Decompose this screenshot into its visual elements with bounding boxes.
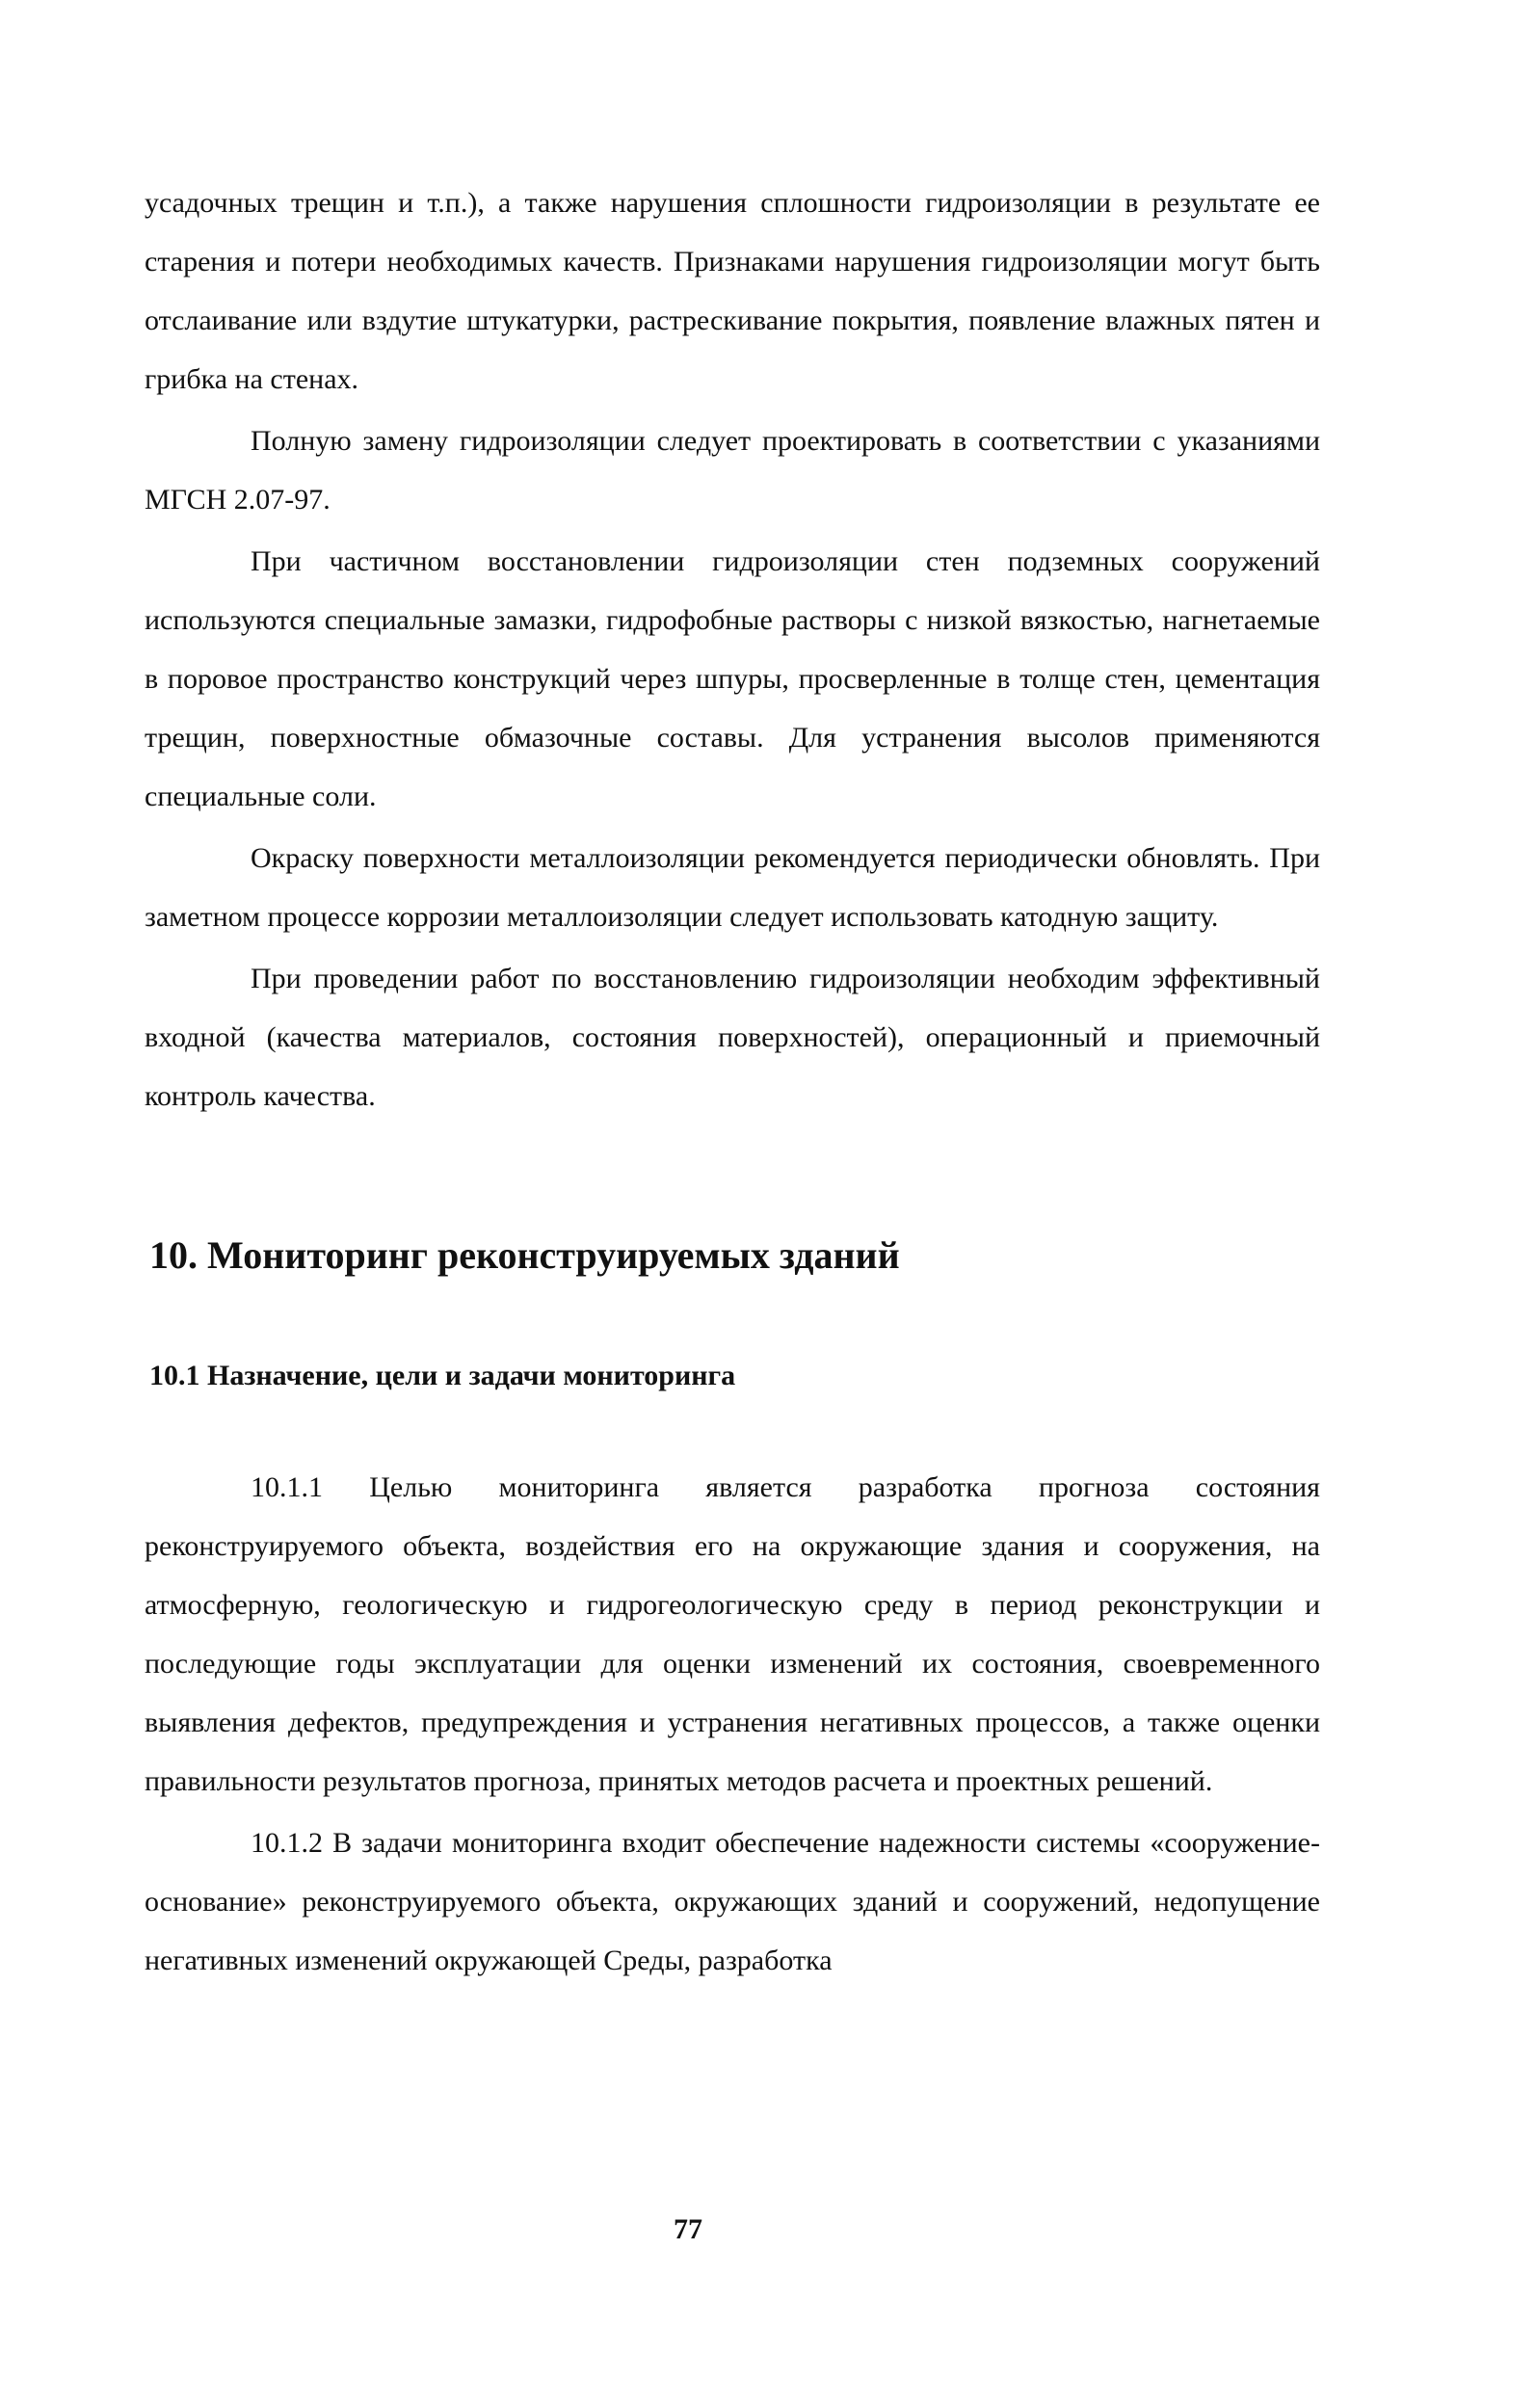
paragraph-quality-control: При проведении работ по восстановлению гидроизоляции необходим эффективный входной (качества материалов, состояния поверхностей), операционный и приемочный контроль качества. xyxy=(145,963,1320,1112)
paragraph-10-1-2: 10.1.2 В задачи мониторинга входит обеспечение надежности системы «сооружение-основание» реконструируемого объекта, окружающих зданий и сооружений, недопущение негативных изменений окружающей Среды, разработка xyxy=(145,1827,1320,1976)
section-heading: 10. Мониторинг реконструируемых зданий xyxy=(149,1233,900,1277)
paragraph-full-replacement: Полную замену гидроизоляции следует проектировать в соответствии с указаниями МГСН 2.07-97. xyxy=(145,425,1320,516)
subsection-heading: 10.1 Назначение, цели и задачи мониторинга xyxy=(149,1360,736,1391)
page-number: 77 xyxy=(674,2213,702,2245)
paragraph-partial-restoration: При частичном восстановлении гидроизоляции стен подземных сооружений используются специальные замазки, гидрофобные растворы с низкой вязкостью, нагнетаемые в поровое пространство конструкций через шпуры, просверленные в толще стен, цементация трещин, поверхностные обмазочные составы. Для устранения высолов применяются специальные соли. xyxy=(145,545,1320,812)
paragraph-metal-insulation: Окраску поверхности металлоизоляции рекомендуется периодически обновлять. При заметном процессе коррозии металлоизоляции следует использовать катодную защиту. xyxy=(145,842,1320,933)
document-page xyxy=(145,173,1320,1990)
paragraph-10-1-1: 10.1.1 Целью мониторинга является разработка прогноза состояния реконструируемого объекта, воздействия его на окружающие здания и сооружения, на атмосферную, геологическую и гидрогеологическую среду в период реконструкции и последующие годы эксплуатации для оценки изменений их состояния, своевременного выявления дефектов, предупреждения и устранения негативных процессов, а также оценки правильности результатов прогноза, принятых методов расчета и проектных решений. xyxy=(145,1471,1320,1797)
paragraph-continuation: усадочных трещин и т.п.), а также нарушения сплошности гидроизоляции в результате ее старения и потери необходимых качеств. Признаками нарушения гидроизоляции могут быть отслаивание или вздутие штукатурки, растрескивание покрытия, появление влажных пятен и грибка на стенах. xyxy=(145,187,1320,395)
